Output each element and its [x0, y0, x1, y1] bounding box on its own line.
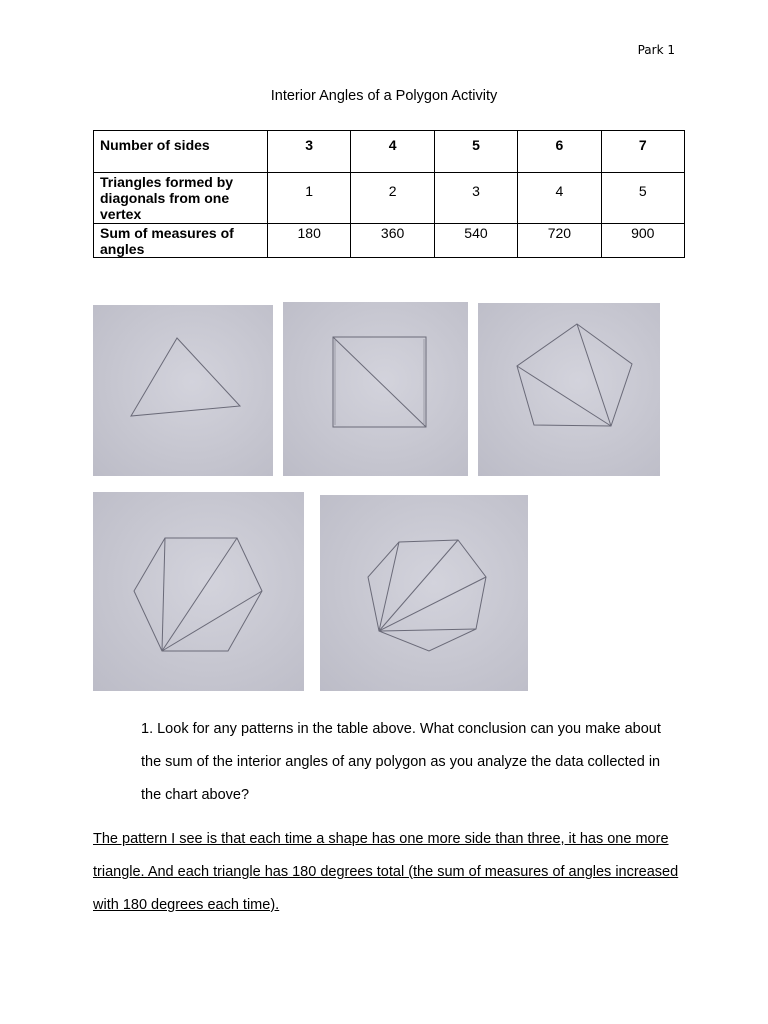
row-header: Number of sides — [94, 131, 268, 173]
page-header-label: Park 1 — [637, 43, 675, 57]
square-drawing — [283, 302, 468, 476]
heptagon-photo — [320, 495, 528, 691]
table-cell: 720 — [518, 224, 601, 258]
row-header: Triangles formed by diagonals from one vertex — [94, 173, 268, 224]
table-cell: 2 — [351, 173, 434, 224]
table-cell: 5 — [434, 131, 517, 173]
table-cell: 4 — [518, 173, 601, 224]
row-header: Sum of measures of angles — [94, 224, 268, 258]
pentagon-drawing — [478, 303, 660, 476]
question-text: 1. Look for any patterns in the table above. What conclusion can you make about the sum of the interior angles of any polygon as you analyze the data collected in the chart above? — [141, 721, 661, 803]
table-cell: 7 — [601, 131, 684, 173]
polygon-data-table — [93, 130, 685, 258]
table-cell: 540 — [434, 224, 517, 258]
table-cell: 360 — [351, 224, 434, 258]
table-row — [94, 131, 685, 173]
pentagon-photo — [478, 303, 660, 476]
question-paragraph — [93, 713, 683, 812]
table-cell: 3 — [268, 131, 351, 173]
triangle-photo — [93, 305, 273, 476]
table-cell: 180 — [268, 224, 351, 258]
table-cell: 900 — [601, 224, 684, 258]
table-cell: 6 — [518, 131, 601, 173]
hexagon-drawing — [93, 492, 304, 691]
table-cell: 4 — [351, 131, 434, 173]
hexagon-photo — [93, 492, 304, 691]
table-row — [94, 224, 685, 258]
table-row — [94, 173, 685, 224]
table-cell: 5 — [601, 173, 684, 224]
triangle-drawing — [93, 305, 273, 476]
square-photo — [283, 302, 468, 476]
answer-text: The pattern I see is that each time a shape has one more side than three, it has one more triangle. And each triangle has 180 degrees total (the sum of measures of angles increased with 180 degrees each time). — [93, 831, 679, 913]
heptagon-drawing — [320, 495, 528, 691]
document-title: Interior Angles of a Polygon Activity — [270, 88, 498, 104]
answer-paragraph — [93, 823, 683, 922]
table-cell: 1 — [268, 173, 351, 224]
table-cell: 3 — [434, 173, 517, 224]
